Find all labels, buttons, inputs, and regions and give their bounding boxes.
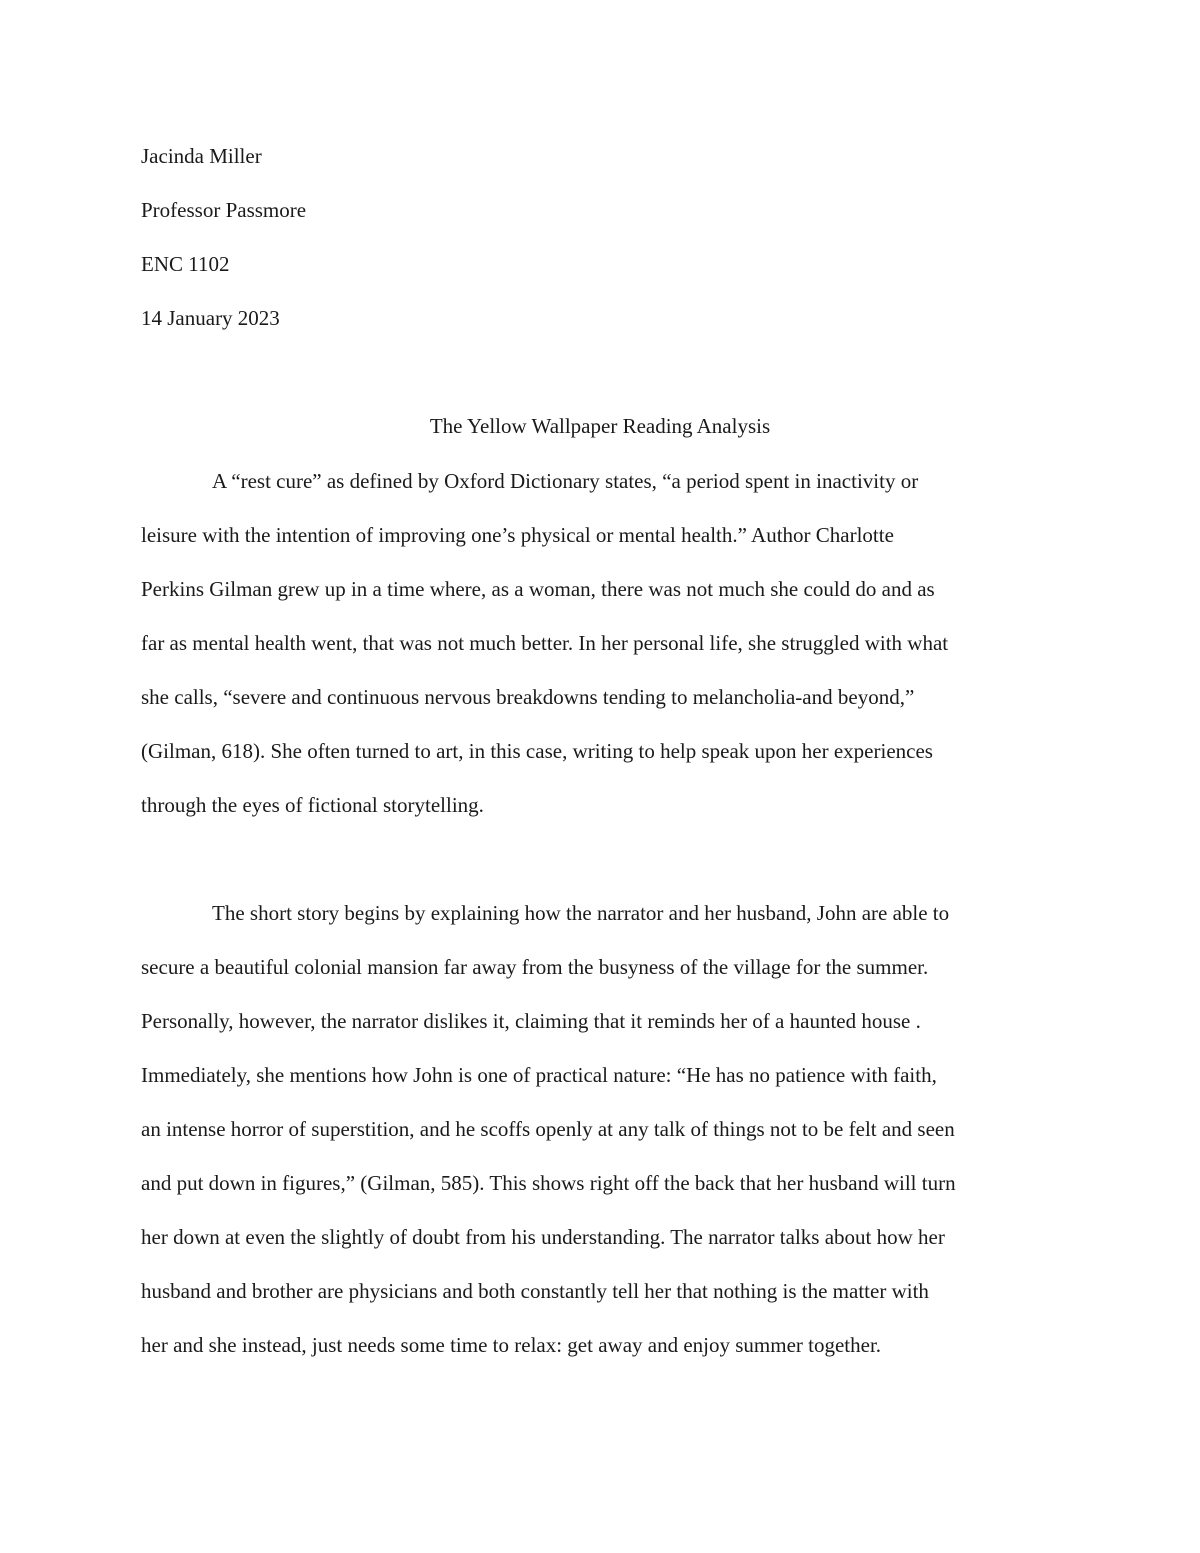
paragraph-2-line-3: Personally, however, the narrator dislikes it, claiming that it reminds her of a haunted house .: [141, 1009, 921, 1033]
paragraph-1-line-3: Perkins Gilman grew up in a time where, as a woman, there was not much she could do and as: [141, 577, 935, 601]
paragraph-1-line-2: leisure with the intention of improving one’s physical or mental health.” Author Charlotte: [141, 523, 894, 547]
student-name: Jacinda Miller: [141, 144, 262, 168]
paragraph-2-line-5: an intense horror of superstition, and he scoffs openly at any talk of things not to be felt and seen: [141, 1117, 955, 1141]
paragraph-2-line-4: Immediately, she mentions how John is one of practical nature: “He has no patience with faith,: [141, 1063, 937, 1087]
paragraph-2-line-8: husband and brother are physicians and both constantly tell her that nothing is the matter with: [141, 1279, 929, 1303]
paragraph-2-line-1: The short story begins by explaining how the narrator and her husband, John are able to: [212, 901, 950, 925]
paragraph-2-line-9: her and she instead, just needs some time to relax: get away and enjoy summer together.: [141, 1333, 882, 1357]
paragraph-2-line-2: secure a beautiful colonial mansion far away from the busyness of the village for the summer.: [141, 955, 929, 979]
submission-date: 14 January 2023: [141, 306, 280, 330]
course-code: ENC 1102: [141, 252, 230, 276]
paragraph-1-line-7: through the eyes of fictional storytelling.: [141, 793, 484, 817]
paragraph-1-line-5: she calls, “severe and continuous nervous breakdowns tending to melancholia-and beyond,”: [141, 685, 915, 709]
document-title: The Yellow Wallpaper Reading Analysis: [429, 414, 771, 438]
paragraph-1-line-4: far as mental health went, that was not much better. In her personal life, she struggled with what: [141, 631, 949, 655]
paragraph-1-line-1: A “rest cure” as defined by Oxford Dictionary states, “a period spent in inactivity or: [212, 469, 919, 493]
paragraph-2-line-7: her down at even the slightly of doubt from his understanding. The narrator talks about how her: [141, 1225, 945, 1249]
paragraph-1-line-6: (Gilman, 618). She often turned to art, in this case, writing to help speak upon her experiences: [141, 739, 933, 763]
paragraph-2-line-6: and put down in figures,” (Gilman, 585). This shows right off the back that her husband will turn: [141, 1171, 956, 1195]
professor-name: Professor Passmore: [141, 198, 307, 222]
